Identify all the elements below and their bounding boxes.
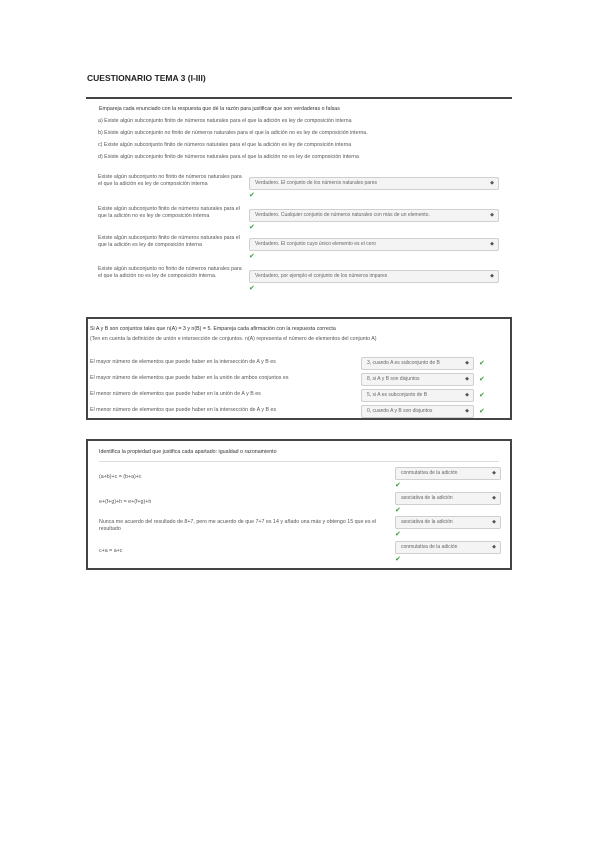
select-value: asociativa de la adición: [401, 519, 453, 525]
check-icon: ✔: [395, 506, 401, 514]
check-icon: ✔: [249, 223, 255, 231]
question-3-row-3-select[interactable]: [395, 516, 501, 529]
question-2-row-4-select[interactable]: [361, 405, 474, 418]
question-3-row-4-select[interactable]: [395, 541, 501, 554]
question-1-row-2-select[interactable]: [249, 209, 499, 222]
question-1-row-4-select[interactable]: [249, 270, 499, 283]
check-icon: ✔: [249, 191, 255, 199]
question-2-row-1-select[interactable]: [361, 357, 474, 370]
question-1-option-d: d) Existe algún subconjunto finito de números naturales para el que la adición no es ley de composición interna: [98, 154, 359, 160]
question-3-row-4-text: c+a = a+c: [99, 548, 123, 554]
caret-icon: ◆: [490, 180, 494, 186]
question-2-row-4-text: El menor número de elementos que puede haber en la intersección de A y B es: [90, 407, 277, 413]
question-3-row-2-text: e+(f+g)+h = e+(f+g)+h: [99, 499, 152, 505]
question-2-note: (Ten en cuenta la definición de unión e intersección de conjuntos. n(A) representa el número de elementos del conjunto A): [90, 336, 377, 342]
select-value: asociativa de la adición: [401, 495, 453, 501]
question-3-row-2-select[interactable]: [395, 492, 501, 505]
caret-icon: ◆: [465, 376, 469, 382]
caret-icon: ◆: [490, 273, 494, 279]
question-2-row-1-text: El mayor número de elementos que puede haber en la intersección de A y B es: [90, 359, 276, 365]
page-title: CUESTIONARIO TEMA 3 (I-III): [87, 73, 206, 83]
select-value: 8, si A y B son disjuntos: [367, 376, 420, 382]
question-3-row-1-text: (a+b)+c = (b+a)+c: [99, 474, 142, 480]
question-1-intro: Empareja cada enunciado con la respuesta que dé la razón para justificar que son verdaderas o falsas: [99, 106, 340, 112]
question-1-row-4-text: Existe algún subconjunto no finito de números naturales para el que la adición no es ley de composición interna.: [98, 266, 242, 279]
check-icon: ✔: [479, 407, 485, 415]
caret-icon: ◆: [490, 212, 494, 218]
question-3-row-1-select[interactable]: [395, 467, 501, 480]
question-1-row-1-select[interactable]: [249, 177, 499, 190]
question-2-intro: Si A y B son conjuntos tales que n(A) = 3 y n(B) = 5. Empareja cada afirmación con la respuesta correcta: [90, 326, 336, 332]
divider: [99, 461, 499, 462]
select-value: 3, cuando A es subconjunto de B: [367, 360, 440, 366]
select-value: Verdadero. El conjunto cuyo único elemento es el cero: [255, 241, 376, 247]
check-icon: ✔: [249, 284, 255, 292]
caret-icon: ◆: [492, 544, 496, 550]
check-icon: ✔: [395, 555, 401, 563]
question-1-row-1-text: Existe algún subconjunto no finito de números naturales para el que la adición es ley de composición interna: [98, 174, 242, 187]
caret-icon: ◆: [492, 495, 496, 501]
caret-icon: ◆: [490, 241, 494, 247]
check-icon: ✔: [395, 530, 401, 538]
question-3-intro: Identifica la propiedad que justifica cada apartado: igualdad o razonamiento: [99, 449, 277, 455]
caret-icon: ◆: [465, 392, 469, 398]
check-icon: ✔: [479, 391, 485, 399]
question-2-row-2-select[interactable]: [361, 373, 474, 386]
question-1-row-3-text: Existe algún subconjunto finito de números naturales para el que la adición es ley de composición interna: [98, 235, 240, 248]
select-value: conmutativa de la adición: [401, 470, 458, 476]
question-1-row-2-text: Existe algún subconjunto finito de números naturales para el que la adición no es ley de composición interna: [98, 206, 240, 219]
question-1-option-a: a) Existe algún subconjunto finito de números naturales para el que la adición es ley de composición interna: [98, 118, 352, 124]
check-icon: ✔: [395, 481, 401, 489]
question-1-option-b: b) Existe algún subconjunto no finito de números naturales para el que la adición no es ley de composición interna.: [98, 130, 368, 136]
caret-icon: ◆: [465, 360, 469, 366]
question-3-row-3-text: Nunca me acuerdo del resultado de 8+7, pero me acuerdo de que 7+7 es 14 y añado una más y obtengo 15 que es el resultado: [99, 519, 377, 532]
caret-icon: ◆: [492, 470, 496, 476]
question-1-option-c: c) Existe algún subconjunto finito de números naturales para el que la adición es ley de composición interna: [98, 142, 352, 148]
select-value: conmutativa de la adición: [401, 544, 458, 550]
caret-icon: ◆: [465, 408, 469, 414]
question-2-row-3-select[interactable]: [361, 389, 474, 402]
select-value: Verdadero. El conjunto de los números naturales pares: [255, 180, 378, 186]
check-icon: ✔: [249, 252, 255, 260]
question-2-row-2-text: El mayor número de elementos que puede haber en la unión de ambos conjuntos es: [90, 375, 289, 381]
select-value: Verdadero. Cualquier conjunto de números naturales con más de un elemento.: [255, 212, 430, 218]
caret-icon: ◆: [492, 519, 496, 525]
question-1-row-3-select[interactable]: [249, 238, 499, 251]
question-2-card: [86, 317, 512, 420]
question-3-card: [86, 439, 512, 570]
question-2-row-3-text: El menor número de elementos que puede haber en la unión de A y B es: [90, 391, 261, 397]
select-value: Verdadero, por ejemplo el conjunto de los números impares: [255, 273, 388, 279]
question-1-card: [86, 97, 512, 304]
check-icon: ✔: [479, 359, 485, 367]
select-value: 0, cuando A y B son disjuntos: [367, 408, 433, 414]
select-value: 5, si A es subconjunto de B: [367, 392, 428, 398]
check-icon: ✔: [479, 375, 485, 383]
